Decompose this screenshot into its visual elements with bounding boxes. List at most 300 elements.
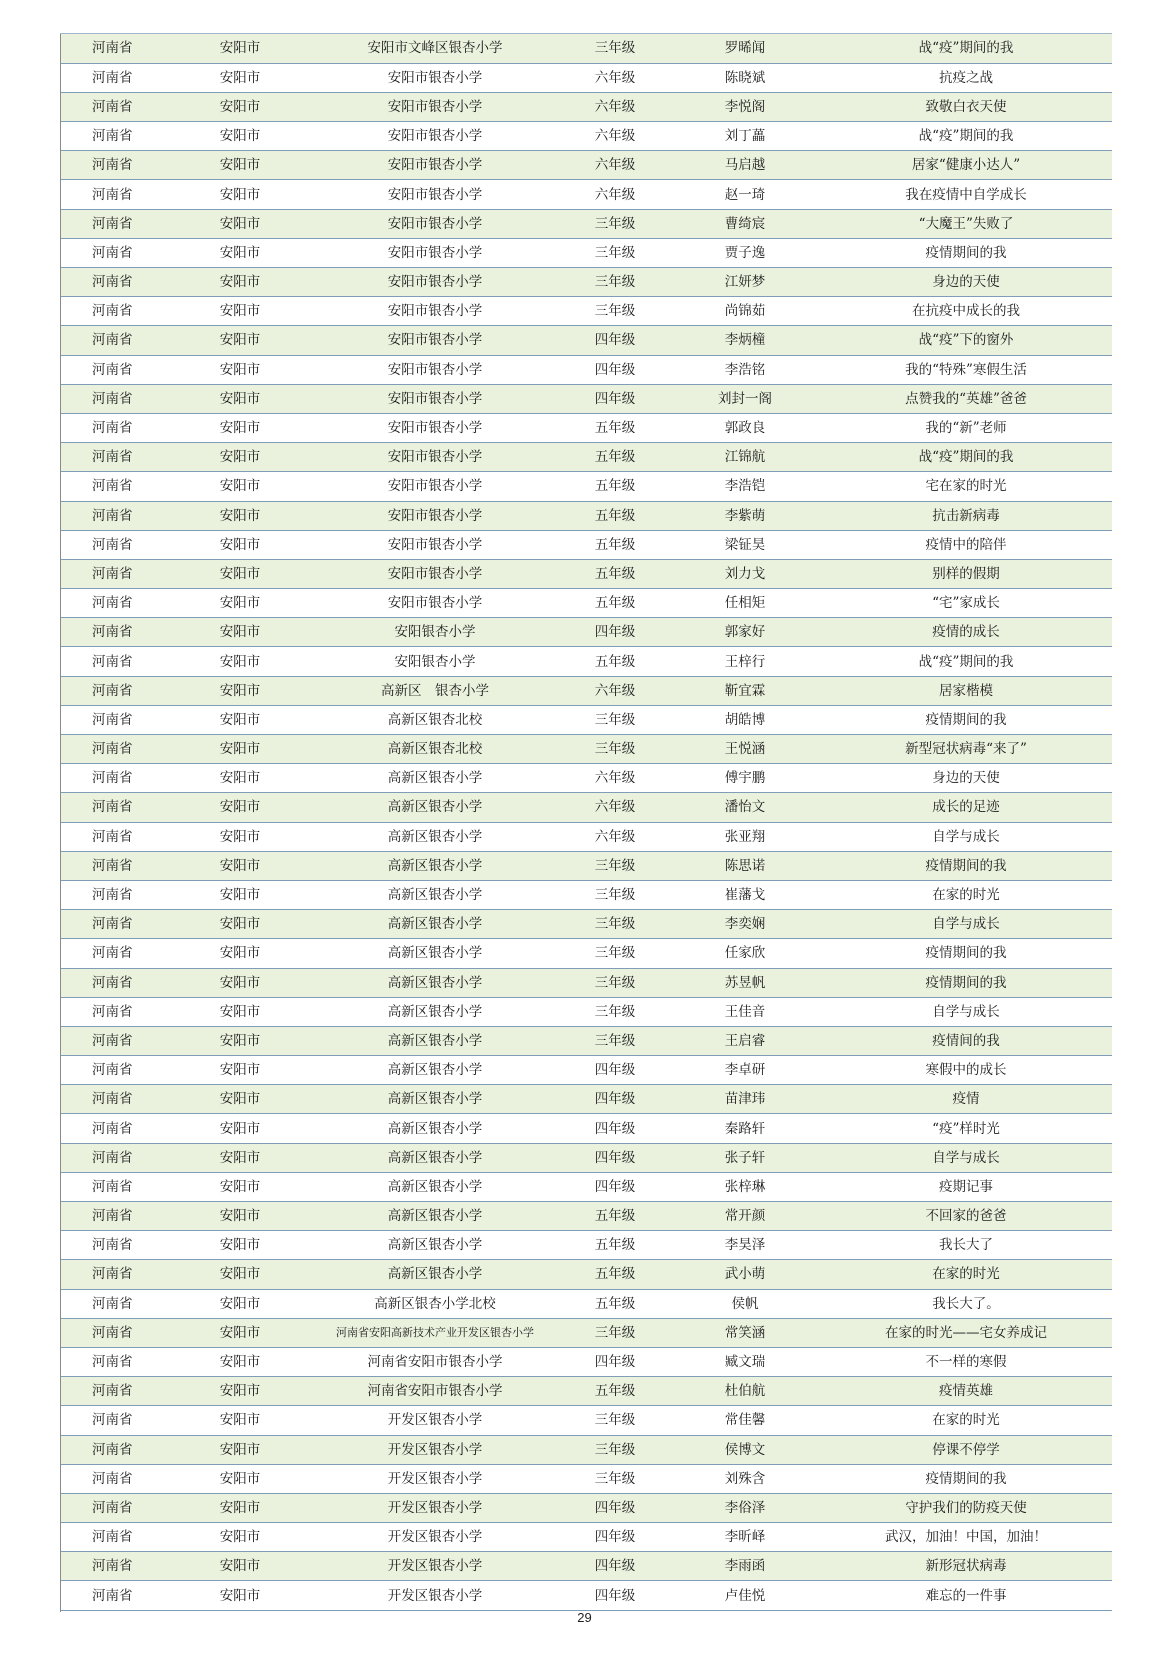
award-list-table-container [60,34,1112,1611]
grade-cell: 三年级 [560,268,670,297]
essay-title-cell: 在抗疫中成长的我 [820,297,1112,326]
student-name-cell: 侯博文 [670,1435,820,1464]
province-cell: 河南省 [60,1231,170,1260]
essay-title-cell: 居家楷模 [820,676,1112,705]
city-cell: 安阳市 [170,355,310,384]
grade-cell: 五年级 [560,559,670,588]
student-name-cell: 李紫萌 [670,501,820,530]
grade-cell: 四年级 [560,1172,670,1201]
school-cell: 高新区银杏小学 [310,1260,560,1289]
city-cell: 安阳市 [170,1552,310,1581]
province-cell: 河南省 [60,910,170,939]
essay-title-cell: 疫期记事 [820,1172,1112,1201]
grade-cell: 五年级 [560,1260,670,1289]
table-row [60,793,1112,822]
essay-title-cell: 身边的天使 [820,764,1112,793]
table-row [60,92,1112,121]
province-cell: 河南省 [60,1202,170,1231]
province-cell: 河南省 [60,384,170,413]
city-cell: 安阳市 [170,1056,310,1085]
essay-title-cell: 战“疫”期间的我 [820,122,1112,151]
school-cell: 安阳市银杏小学 [310,122,560,151]
city-cell: 安阳市 [170,530,310,559]
school-cell: 安阳市银杏小学 [310,355,560,384]
city-cell: 安阳市 [170,647,310,676]
grade-cell: 五年级 [560,1202,670,1231]
essay-title-cell: “疫”样时光 [820,1114,1112,1143]
essay-title-cell: 自学与成长 [820,822,1112,851]
grade-cell: 五年级 [560,1289,670,1318]
province-cell: 河南省 [60,559,170,588]
grade-cell: 三年级 [560,997,670,1026]
city-cell: 安阳市 [170,1202,310,1231]
student-name-cell: 刘殊含 [670,1464,820,1493]
essay-title-cell: 在家的时光 [820,1260,1112,1289]
school-cell: 高新区银杏小学 [310,1026,560,1055]
school-cell: 安阳市银杏小学 [310,472,560,501]
essay-title-cell: 身边的天使 [820,268,1112,297]
province-cell: 河南省 [60,1435,170,1464]
essay-title-cell: 在家的时光——宅女养成记 [820,1318,1112,1347]
school-cell: 河南省安阳高新技术产业开发区银杏小学 [310,1318,560,1347]
grade-cell: 五年级 [560,1377,670,1406]
student-name-cell: 苗津玮 [670,1085,820,1114]
city-cell: 安阳市 [170,1114,310,1143]
essay-title-cell: 疫情期间的我 [820,939,1112,968]
city-cell: 安阳市 [170,1435,310,1464]
essay-title-cell: 战“疫”期间的我 [820,443,1112,472]
province-cell: 河南省 [60,151,170,180]
student-name-cell: 梁钲昊 [670,530,820,559]
essay-title-cell: 自学与成长 [820,997,1112,1026]
essay-title-cell: 居家“健康小达人” [820,151,1112,180]
student-name-cell: 李悦阁 [670,92,820,121]
province-cell: 河南省 [60,647,170,676]
grade-cell: 三年级 [560,209,670,238]
student-name-cell: 尚锦茹 [670,297,820,326]
student-name-cell: 张梓琳 [670,1172,820,1201]
province-cell: 河南省 [60,1085,170,1114]
school-cell: 开发区银杏小学 [310,1581,560,1610]
grade-cell: 五年级 [560,530,670,559]
table-row [60,647,1112,676]
essay-title-cell: 战“疫”期间的我 [820,34,1112,63]
city-cell: 安阳市 [170,92,310,121]
student-name-cell: 曹绮宸 [670,209,820,238]
province-cell: 河南省 [60,705,170,734]
school-cell: 安阳市文峰区银杏小学 [310,34,560,63]
school-cell: 安阳市银杏小学 [310,589,560,618]
student-name-cell: 刘封一阁 [670,384,820,413]
city-cell: 安阳市 [170,34,310,63]
student-name-cell: 秦路轩 [670,1114,820,1143]
table-row [60,268,1112,297]
student-name-cell: 卢佳悦 [670,1581,820,1610]
essay-title-cell: 疫情期间的我 [820,705,1112,734]
city-cell: 安阳市 [170,822,310,851]
table-row [60,1318,1112,1347]
city-cell: 安阳市 [170,1260,310,1289]
table-row [60,1435,1112,1464]
student-name-cell: 贾子逸 [670,238,820,267]
student-name-cell: 李雨函 [670,1552,820,1581]
school-cell: 安阳市银杏小学 [310,151,560,180]
essay-title-cell: 战“疫”下的窗外 [820,326,1112,355]
student-name-cell: 张亚翔 [670,822,820,851]
province-cell: 河南省 [60,851,170,880]
province-cell: 河南省 [60,676,170,705]
city-cell: 安阳市 [170,1318,310,1347]
student-name-cell: 罗晞闻 [670,34,820,63]
school-cell: 安阳市银杏小学 [310,180,560,209]
school-cell: 高新区银杏小学 [310,1231,560,1260]
grade-cell: 四年级 [560,618,670,647]
grade-cell: 四年级 [560,1143,670,1172]
province-cell: 河南省 [60,764,170,793]
grade-cell: 三年级 [560,34,670,63]
table-row [60,1143,1112,1172]
grade-cell: 六年级 [560,180,670,209]
table-row [60,618,1112,647]
school-cell: 开发区银杏小学 [310,1552,560,1581]
grade-cell: 三年级 [560,968,670,997]
school-cell: 开发区银杏小学 [310,1406,560,1435]
grade-cell: 六年级 [560,122,670,151]
province-cell: 河南省 [60,589,170,618]
grade-cell: 四年级 [560,1552,670,1581]
school-cell: 高新区银杏小学 [310,1114,560,1143]
student-name-cell: 李俗泽 [670,1493,820,1522]
student-name-cell: 江妍梦 [670,268,820,297]
essay-title-cell: 在家的时光 [820,1406,1112,1435]
table-row [60,1581,1112,1610]
table-row [60,1231,1112,1260]
school-cell: 安阳市银杏小学 [310,443,560,472]
city-cell: 安阳市 [170,151,310,180]
school-cell: 高新区 银杏小学 [310,676,560,705]
student-name-cell: 李浩铭 [670,355,820,384]
school-cell: 安阳市银杏小学 [310,63,560,92]
essay-title-cell: 新型冠状病毒“来了” [820,735,1112,764]
province-cell: 河南省 [60,326,170,355]
city-cell: 安阳市 [170,676,310,705]
school-cell: 河南省安阳市银杏小学 [310,1347,560,1376]
province-cell: 河南省 [60,880,170,909]
essay-title-cell: 点赞我的“英雄”爸爸 [820,384,1112,413]
grade-cell: 六年级 [560,151,670,180]
student-name-cell: 马启越 [670,151,820,180]
school-cell: 安阳银杏小学 [310,647,560,676]
essay-title-cell: 不一样的寒假 [820,1347,1112,1376]
grade-cell: 六年级 [560,676,670,705]
grade-cell: 五年级 [560,1231,670,1260]
grade-cell: 三年级 [560,238,670,267]
table-row [60,851,1112,880]
student-name-cell: 李奕娴 [670,910,820,939]
student-name-cell: 常笑涵 [670,1318,820,1347]
table-row [60,1260,1112,1289]
grade-cell: 三年级 [560,705,670,734]
table-row [60,384,1112,413]
city-cell: 安阳市 [170,851,310,880]
student-name-cell: 郭家好 [670,618,820,647]
province-cell: 河南省 [60,1406,170,1435]
province-cell: 河南省 [60,1289,170,1318]
province-cell: 河南省 [60,122,170,151]
school-cell: 高新区银杏小学 [310,997,560,1026]
school-cell: 安阳市银杏小学 [310,268,560,297]
essay-title-cell: 我在疫情中自学成长 [820,180,1112,209]
grade-cell: 三年级 [560,297,670,326]
city-cell: 安阳市 [170,559,310,588]
city-cell: 安阳市 [170,1523,310,1552]
table-row [60,63,1112,92]
grade-cell: 三年级 [560,880,670,909]
province-cell: 河南省 [60,209,170,238]
school-cell: 开发区银杏小学 [310,1523,560,1552]
city-cell: 安阳市 [170,1026,310,1055]
province-cell: 河南省 [60,63,170,92]
school-cell: 安阳市银杏小学 [310,530,560,559]
student-name-cell: 杜伯航 [670,1377,820,1406]
province-cell: 河南省 [60,1114,170,1143]
province-cell: 河南省 [60,1377,170,1406]
student-name-cell: 李昕峄 [670,1523,820,1552]
city-cell: 安阳市 [170,968,310,997]
city-cell: 安阳市 [170,443,310,472]
essay-title-cell: 致敬白衣天使 [820,92,1112,121]
essay-title-cell: 守护我们的防疫天使 [820,1493,1112,1522]
table-body [60,34,1112,1610]
student-name-cell: 李浩铠 [670,472,820,501]
grade-cell: 三年级 [560,1318,670,1347]
table-row [60,326,1112,355]
school-cell: 安阳市银杏小学 [310,559,560,588]
table-row [60,997,1112,1026]
essay-title-cell: 自学与成长 [820,1143,1112,1172]
essay-title-cell: 疫情的成长 [820,618,1112,647]
city-cell: 安阳市 [170,939,310,968]
table-row [60,34,1112,63]
grade-cell: 三年级 [560,939,670,968]
province-cell: 河南省 [60,618,170,647]
city-cell: 安阳市 [170,326,310,355]
essay-title-cell: 新形冠状病毒 [820,1552,1112,1581]
table-row [60,209,1112,238]
essay-title-cell: 自学与成长 [820,910,1112,939]
table-row [60,1552,1112,1581]
table-row [60,1347,1112,1376]
essay-title-cell: 成长的足迹 [820,793,1112,822]
table-row [60,151,1112,180]
school-cell: 高新区银杏小学 [310,1085,560,1114]
student-name-cell: 崔藩戈 [670,880,820,909]
grade-cell: 五年级 [560,413,670,442]
student-name-cell: 傅宇鹏 [670,764,820,793]
essay-title-cell: 疫情期间的我 [820,1464,1112,1493]
city-cell: 安阳市 [170,1231,310,1260]
student-name-cell: 李卓研 [670,1056,820,1085]
school-cell: 开发区银杏小学 [310,1435,560,1464]
student-name-cell: 李昊泽 [670,1231,820,1260]
essay-title-cell: 疫情英雄 [820,1377,1112,1406]
table-left-rule [60,34,61,1612]
table-row [60,676,1112,705]
student-name-cell: 武小萌 [670,1260,820,1289]
province-cell: 河南省 [60,968,170,997]
province-cell: 河南省 [60,180,170,209]
essay-title-cell: 抗击新病毒 [820,501,1112,530]
school-cell: 高新区银杏小学 [310,1143,560,1172]
grade-cell: 五年级 [560,472,670,501]
province-cell: 河南省 [60,822,170,851]
essay-title-cell: 我长大了。 [820,1289,1112,1318]
essay-title-cell: 在家的时光 [820,880,1112,909]
province-cell: 河南省 [60,443,170,472]
city-cell: 安阳市 [170,997,310,1026]
city-cell: 安阳市 [170,880,310,909]
school-cell: 安阳市银杏小学 [310,326,560,355]
essay-title-cell: 抗疫之战 [820,63,1112,92]
award-list-table [60,34,1112,1611]
city-cell: 安阳市 [170,1493,310,1522]
grade-cell: 四年级 [560,1114,670,1143]
student-name-cell: 刘力戈 [670,559,820,588]
student-name-cell: 刘丁藟 [670,122,820,151]
province-cell: 河南省 [60,297,170,326]
city-cell: 安阳市 [170,910,310,939]
city-cell: 安阳市 [170,384,310,413]
city-cell: 安阳市 [170,1085,310,1114]
essay-title-cell: 寒假中的成长 [820,1056,1112,1085]
grade-cell: 五年级 [560,443,670,472]
student-name-cell: 李炳橦 [670,326,820,355]
school-cell: 高新区银杏北校 [310,735,560,764]
city-cell: 安阳市 [170,1464,310,1493]
province-cell: 河南省 [60,1318,170,1347]
school-cell: 安阳市银杏小学 [310,297,560,326]
city-cell: 安阳市 [170,735,310,764]
table-row [60,355,1112,384]
student-name-cell: 胡皓博 [670,705,820,734]
grade-cell: 四年级 [560,326,670,355]
city-cell: 安阳市 [170,1347,310,1376]
grade-cell: 六年级 [560,822,670,851]
table-row [60,764,1112,793]
province-cell: 河南省 [60,92,170,121]
essay-title-cell: “大魔王”失败了 [820,209,1112,238]
student-name-cell: 臧文瑞 [670,1347,820,1376]
grade-cell: 六年级 [560,63,670,92]
city-cell: 安阳市 [170,180,310,209]
table-row [60,1406,1112,1435]
student-name-cell: 靳宜霖 [670,676,820,705]
table-row [60,735,1112,764]
table-row [60,122,1112,151]
table-row [60,1056,1112,1085]
province-cell: 河南省 [60,1523,170,1552]
city-cell: 安阳市 [170,122,310,151]
province-cell: 河南省 [60,735,170,764]
student-name-cell: 侯帆 [670,1289,820,1318]
city-cell: 安阳市 [170,793,310,822]
table-row [60,1026,1112,1055]
table-row [60,1377,1112,1406]
grade-cell: 五年级 [560,647,670,676]
school-cell: 高新区银杏小学 [310,1056,560,1085]
city-cell: 安阳市 [170,618,310,647]
grade-cell: 三年级 [560,1406,670,1435]
school-cell: 开发区银杏小学 [310,1464,560,1493]
school-cell: 高新区银杏小学 [310,764,560,793]
grade-cell: 四年级 [560,1581,670,1610]
province-cell: 河南省 [60,530,170,559]
school-cell: 高新区银杏小学 [310,968,560,997]
city-cell: 安阳市 [170,472,310,501]
essay-title-cell: 我的“特殊”寒假生活 [820,355,1112,384]
grade-cell: 三年级 [560,735,670,764]
school-cell: 高新区银杏小学 [310,851,560,880]
essay-title-cell: 疫情期间的我 [820,968,1112,997]
province-cell: 河南省 [60,1347,170,1376]
essay-title-cell: 我的“新”老师 [820,413,1112,442]
city-cell: 安阳市 [170,764,310,793]
table-row [60,472,1112,501]
grade-cell: 三年级 [560,910,670,939]
province-cell: 河南省 [60,1143,170,1172]
school-cell: 安阳市银杏小学 [310,92,560,121]
grade-cell: 六年级 [560,793,670,822]
province-cell: 河南省 [60,238,170,267]
essay-title-cell: 别样的假期 [820,559,1112,588]
school-cell: 安阳市银杏小学 [310,384,560,413]
table-row [60,1523,1112,1552]
city-cell: 安阳市 [170,268,310,297]
table-row [60,705,1112,734]
province-cell: 河南省 [60,1464,170,1493]
essay-title-cell: 疫情 [820,1085,1112,1114]
province-cell: 河南省 [60,355,170,384]
city-cell: 安阳市 [170,589,310,618]
grade-cell: 三年级 [560,1435,670,1464]
student-name-cell: 陈晓斌 [670,63,820,92]
province-cell: 河南省 [60,939,170,968]
school-cell: 高新区银杏小学 [310,880,560,909]
grade-cell: 三年级 [560,1026,670,1055]
school-cell: 高新区银杏北校 [310,705,560,734]
province-cell: 河南省 [60,413,170,442]
school-cell: 安阳银杏小学 [310,618,560,647]
table-row [60,1114,1112,1143]
city-cell: 安阳市 [170,238,310,267]
table-row [60,1464,1112,1493]
table-row [60,530,1112,559]
city-cell: 安阳市 [170,501,310,530]
grade-cell: 五年级 [560,589,670,618]
city-cell: 安阳市 [170,1172,310,1201]
table-row [60,297,1112,326]
grade-cell: 六年级 [560,764,670,793]
grade-cell: 四年级 [560,355,670,384]
school-cell: 高新区银杏小学 [310,910,560,939]
table-row [60,822,1112,851]
city-cell: 安阳市 [170,1581,310,1610]
table-row [60,1172,1112,1201]
essay-title-cell: 停课不停学 [820,1435,1112,1464]
page-number: 29 [577,1610,592,1625]
grade-cell: 四年级 [560,1056,670,1085]
grade-cell: 三年级 [560,1464,670,1493]
